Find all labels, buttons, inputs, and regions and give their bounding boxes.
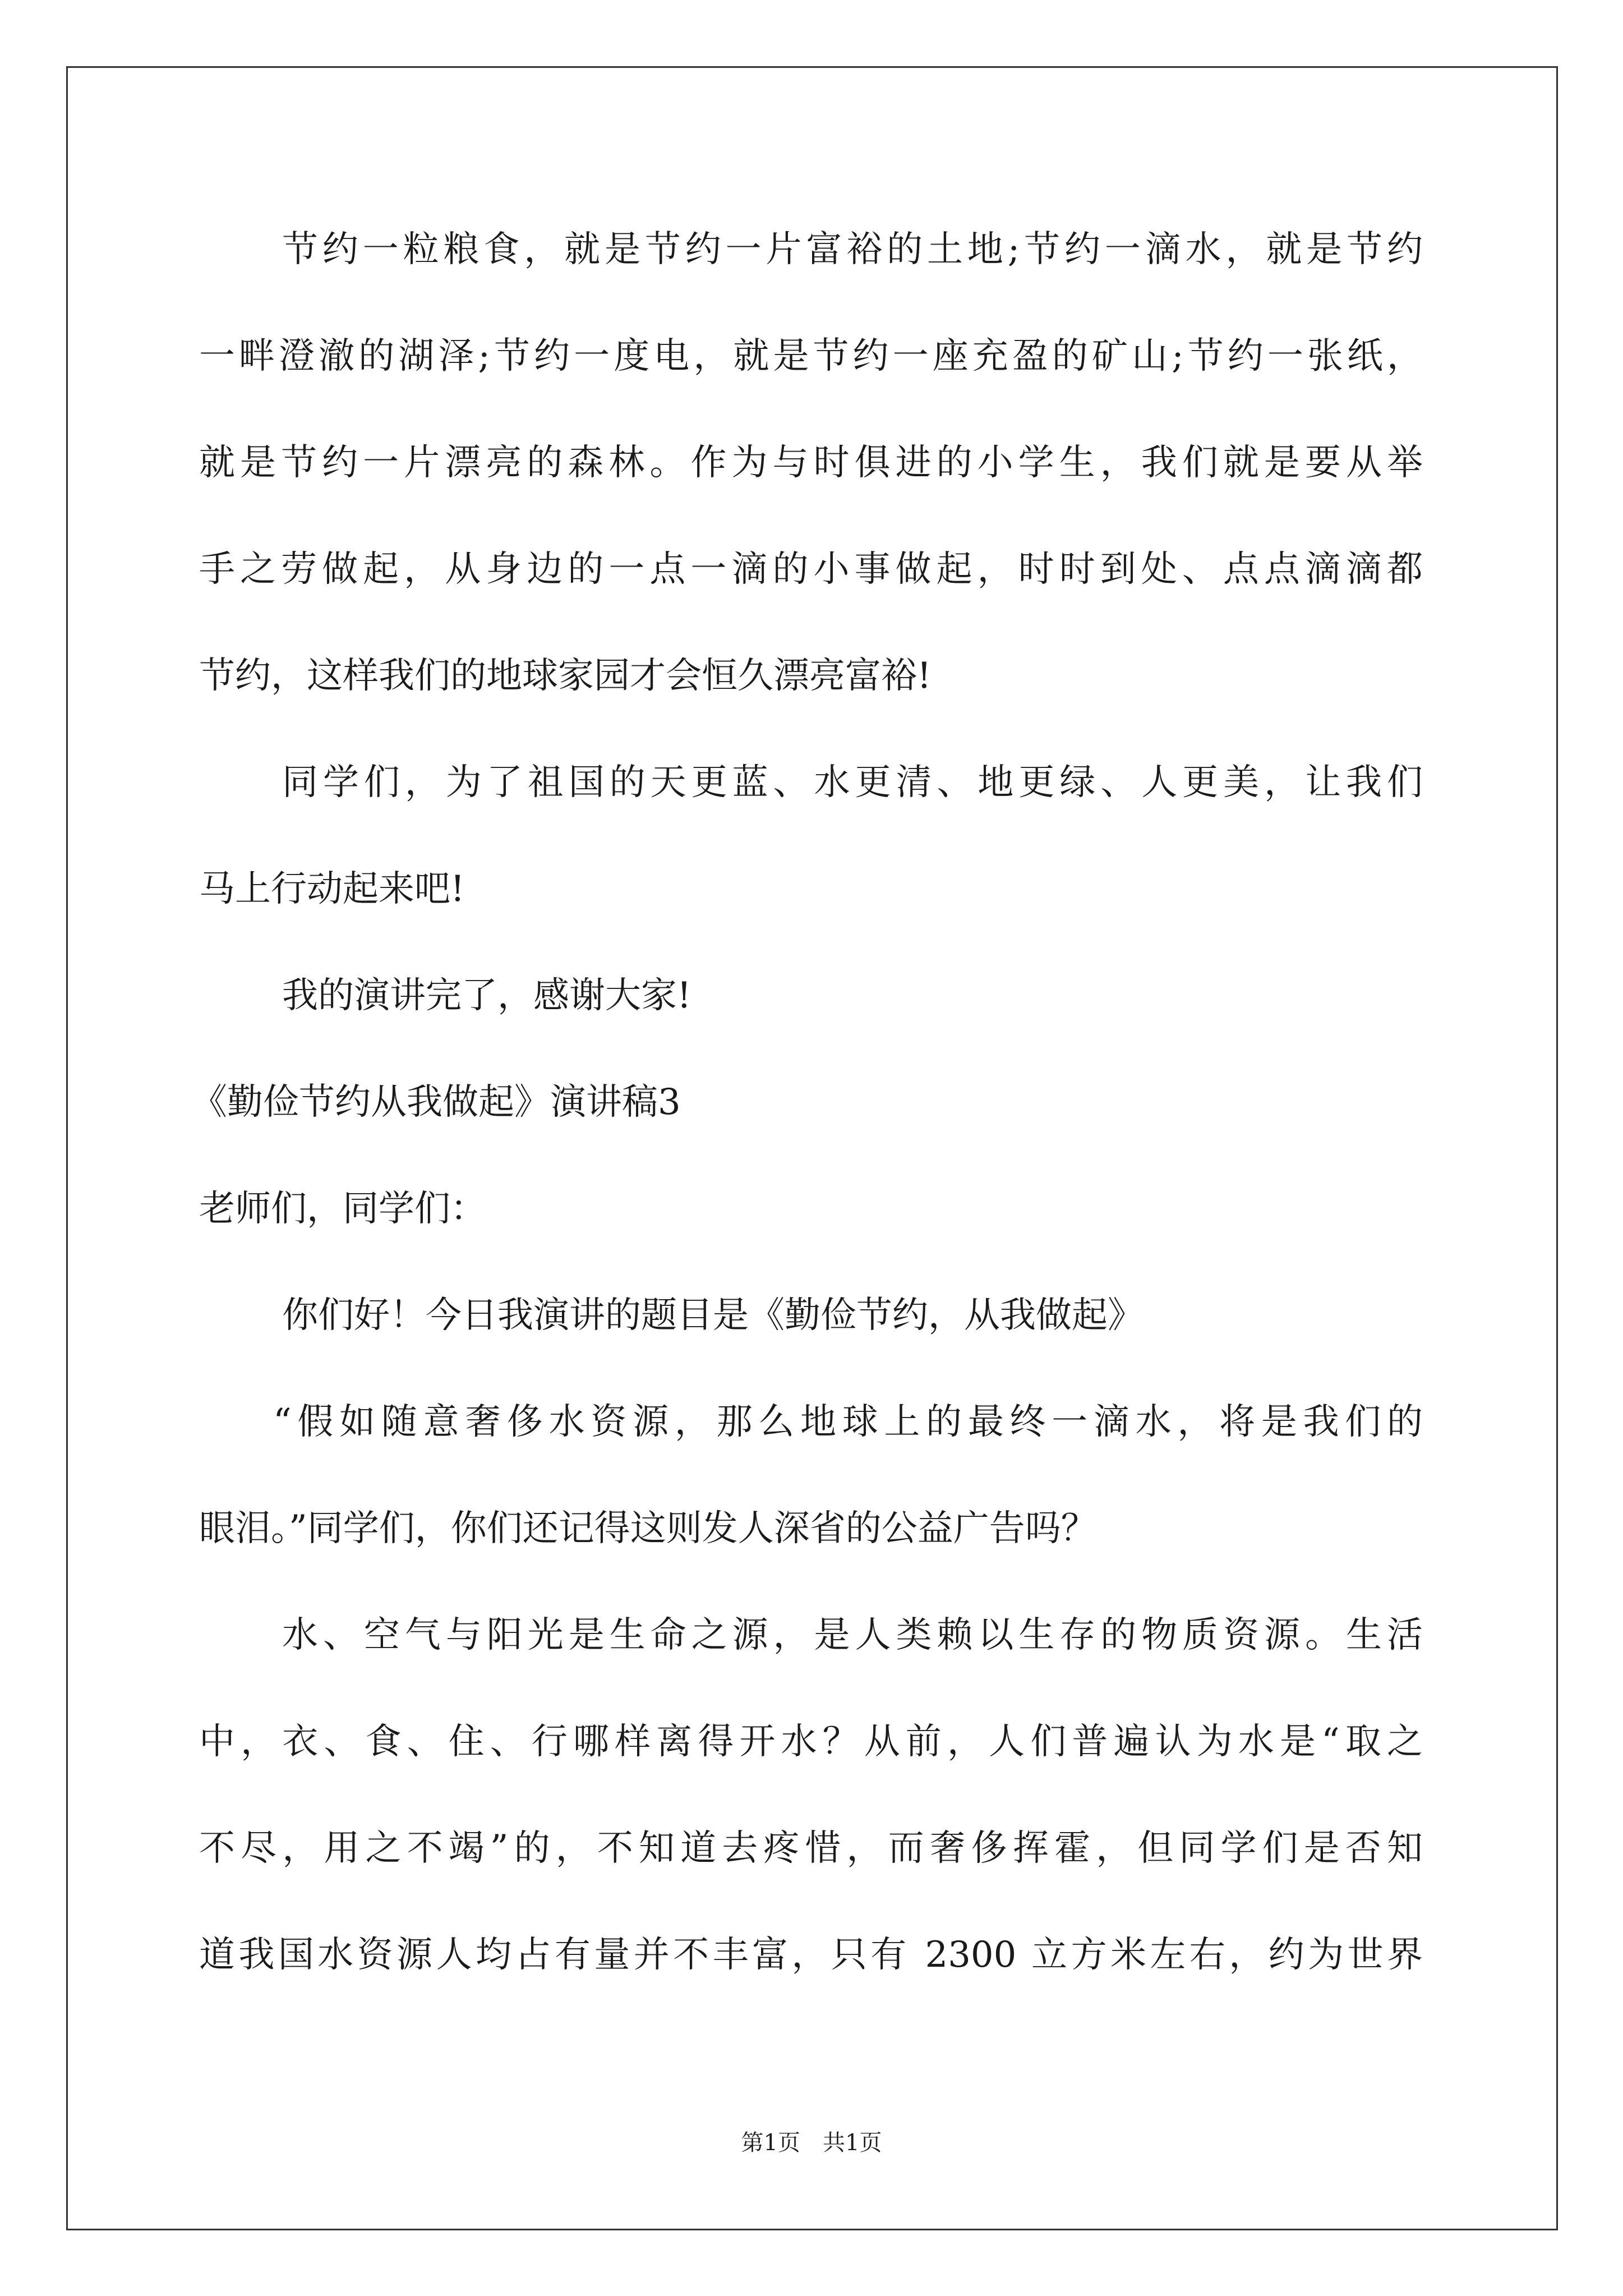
paragraph-line: 马上行动起来吧! <box>199 868 465 910</box>
salutation: 老师们，同学们： <box>199 1188 486 1230</box>
paragraph-line: 同学们，为了祖国的天更蓝、水更清、地更绿、人更美，让我们 <box>282 762 1423 803</box>
paragraph-line: 我的演讲完了，感谢大家! <box>282 975 691 1016</box>
paragraph-line: 中，衣、食、住、行哪样离得开水？从前，人们普遍认为水是“取之 <box>199 1721 1423 1763</box>
paragraph-line: 手之劳做起，从身边的一点一滴的小事做起，时时到处、点点滴滴都 <box>199 549 1423 590</box>
paragraph-line: 眼泪。”同学们，你们还记得这则发人深省的公益广告吗？ <box>199 1508 1097 1549</box>
paragraph-line: 你们好！今日我演讲的题目是《勤俭节约，从我做起》 <box>282 1295 1144 1336</box>
paragraph-line: 水、空气与阳光是生命之源，是人类赖以生存的物质资源。生活 <box>282 1614 1423 1656</box>
page-border <box>66 66 1558 2230</box>
paragraph-line: 不尽，用之不竭”的，不知道去疼惜，而奢侈挥霍，但同学们是否知 <box>199 1828 1423 1869</box>
paragraph-line: 道我国水资源人均占有量并不丰富，只有 2300 立方米左右，约为世界 <box>199 1934 1423 1976</box>
section-heading: 《勤俭节约从我做起》演讲稿3 <box>191 1082 681 1123</box>
paragraph-line: 一畔澄澈的湖泽;节约一度电，就是节约一座充盈的矿山;节约一张纸， <box>199 335 1423 377</box>
paragraph-line: 节约一粒粮食，就是节约一片富裕的土地;节约一滴水，就是节约 <box>282 229 1423 270</box>
page-footer: 第1页 共1页 <box>741 2130 882 2156</box>
paragraph-line: 节约，这样我们的地球家园才会恒久漂亮富裕! <box>199 655 932 697</box>
paragraph-line: “假如随意奢侈水资源，那么地球上的最终一滴水，将是我们的 <box>273 1401 1423 1443</box>
paragraph-line: 就是节约一片漂亮的森林。作为与时俱进的小学生，我们就是要从举 <box>199 442 1423 484</box>
